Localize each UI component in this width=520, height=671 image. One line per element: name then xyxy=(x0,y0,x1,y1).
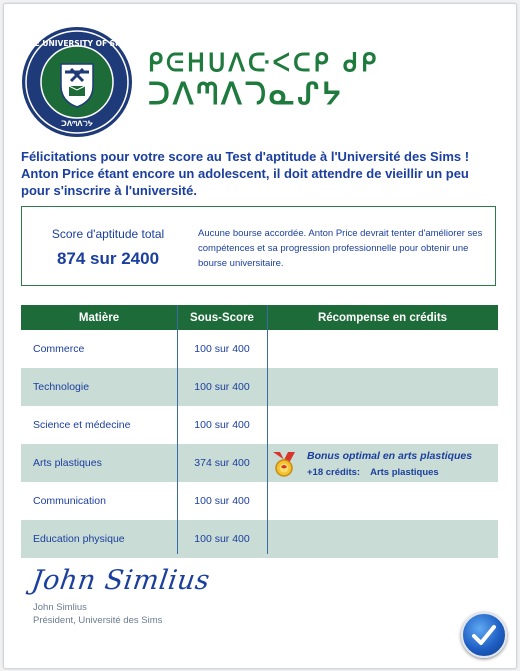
scholarship-note: Aucune bourse accordée. Anton Price devrait tenter d'améliorer ses compétences et sa progression professionnelle pour obtenir une bourse universitaire. xyxy=(198,228,483,269)
subject-cell: Technologie xyxy=(33,381,90,393)
subscore-cell: 374 sur 400 xyxy=(194,457,250,469)
university-title-line1: ᑭᕮᕼᑌᐱᑢᐸᑕᑭ ᑯᑭ xyxy=(148,46,380,78)
university-seal-icon xyxy=(21,26,133,138)
subject-cell: Communication xyxy=(33,495,106,507)
aptitude-score-box xyxy=(21,206,496,286)
header-subscore: Sous-Score xyxy=(190,311,254,324)
header-reward: Récompense en crédits xyxy=(317,311,448,324)
checkmark-icon xyxy=(471,623,497,647)
signature-script: John Simlius xyxy=(29,565,212,596)
table-row xyxy=(21,406,498,444)
table-row xyxy=(21,520,498,558)
table-row xyxy=(21,482,498,520)
table-row xyxy=(21,330,498,368)
table-row xyxy=(21,444,498,482)
signatory-role: Président, Université des Sims xyxy=(33,615,163,626)
subject-cell: Science et médecine xyxy=(33,419,131,431)
table-row xyxy=(21,368,498,406)
reward-cell xyxy=(267,406,498,444)
subscore-table xyxy=(21,305,498,558)
header-subject: Matière xyxy=(78,311,120,324)
signatory-name: John Simlius xyxy=(33,602,87,613)
column-divider xyxy=(267,305,268,554)
score-label: Score d'aptitude total xyxy=(51,227,165,241)
reward-cell xyxy=(267,482,498,520)
subject-cell: Arts plastiques xyxy=(33,457,102,469)
university-title-line2: ᑐᐱᘉᐱᘄᓇᔑᔭ xyxy=(148,77,344,112)
subject-cell: Commerce xyxy=(33,343,85,355)
subject-cell: Education physique xyxy=(33,533,125,545)
bonus-credits-field: Arts plastiques xyxy=(370,467,439,478)
seal-ring-text: THE UNIVERSITY OF SIMS xyxy=(23,39,131,48)
bonus-title: Bonus optimal en arts plastiques xyxy=(307,450,473,462)
ok-button[interactable] xyxy=(461,612,507,658)
reward-cell xyxy=(267,444,498,482)
subscore-cell: 100 sur 400 xyxy=(194,343,250,355)
reward-cell xyxy=(267,520,498,558)
subscore-cell: 100 sur 400 xyxy=(194,495,250,507)
reward-cell xyxy=(267,330,498,368)
bonus-credits-amount: +18 crédits: xyxy=(307,467,361,478)
reward-medal-icon xyxy=(270,450,298,478)
svg-text:ᑐᐱᘉᐱᘄᔭ: ᑐᐱᘉᐱᘄᔭ xyxy=(60,120,94,128)
bonus-credits xyxy=(307,467,439,478)
congratulations-text: Félicitations pour votre score au Test d'aptitude à l'Université des Sims ! Anton Price étant encore un adolescent, il doit attendre de vieillir un peu pour s'inscrire à l'université. xyxy=(21,149,470,198)
reward-cell xyxy=(267,368,498,406)
subscore-cell: 100 sur 400 xyxy=(194,419,250,431)
score-value: 874 sur 2400 xyxy=(56,249,160,268)
subscore-cell: 100 sur 400 xyxy=(194,381,250,393)
table-header xyxy=(21,305,498,330)
subscore-cell: 100 sur 400 xyxy=(194,533,250,545)
column-divider xyxy=(177,305,178,554)
